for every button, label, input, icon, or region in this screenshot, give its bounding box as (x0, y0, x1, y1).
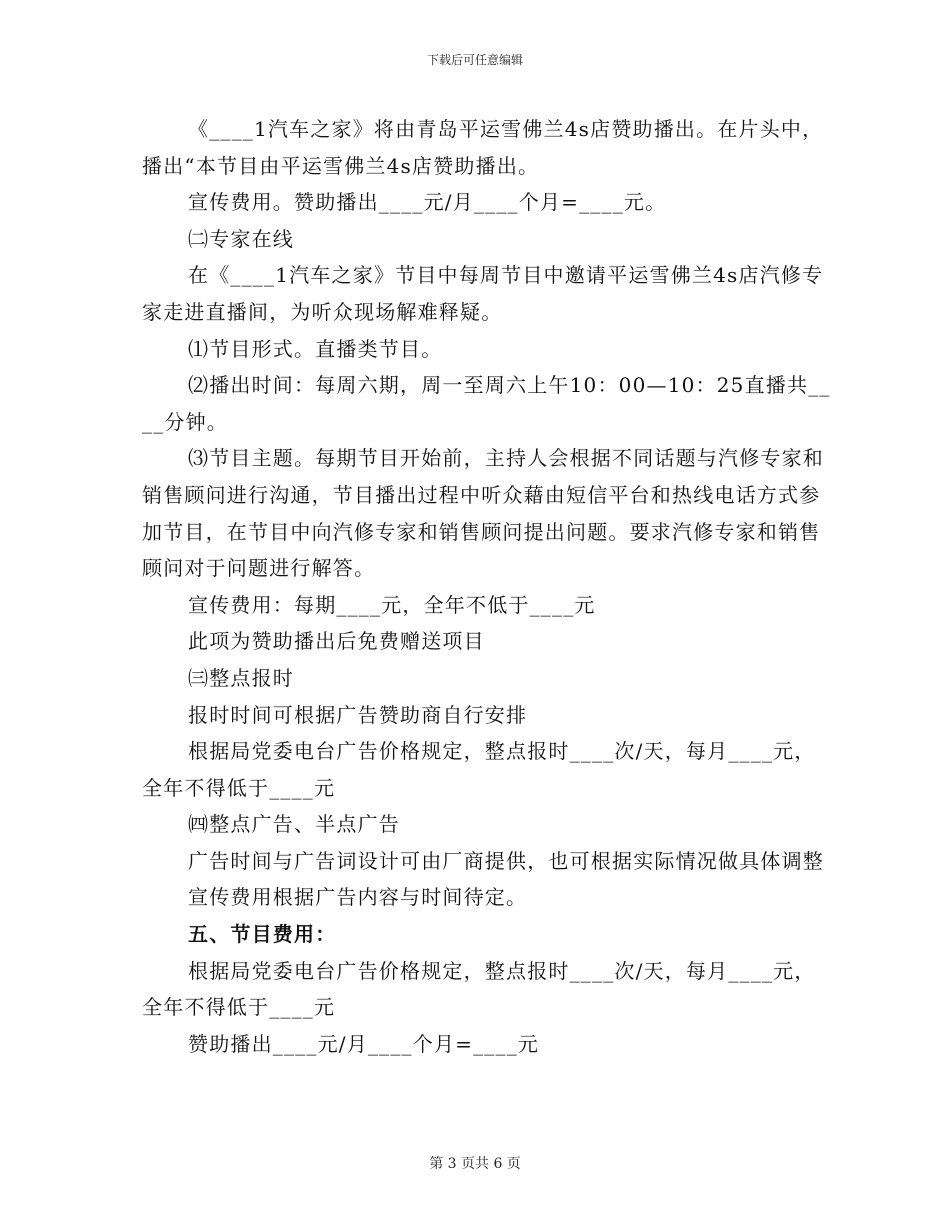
section-heading: ㈣整点广告、半点广告 (188, 812, 400, 837)
paragraph: 根据局党委电台广告价格规定，整点报时____次/天，每月____元，全年不得低于____元 (142, 958, 816, 1020)
page-header: 下载后可任意编辑 (426, 53, 523, 67)
page-footer: 第 3 页共 6 页 (429, 1156, 521, 1172)
paragraph: 根据局党委电台广告价格规定，整点报时____次/天，每月____元，全年不得低于____元 (142, 739, 816, 800)
paragraph: 宣传费用：每期____元，全年不低于____元 (188, 592, 596, 617)
paragraph: 宣传费用。赞助播出____元/月____个月=____元。 (188, 190, 667, 215)
paragraph: 广告时间与广告词设计可由厂商提供，也可根据实际情况做具体调整 (188, 848, 824, 873)
paragraph: ⑶节目主题。每期节目开始前，主持人会根据不同话题与汽修专家和销售顾问进行沟通，节目播出过程中听众藉由短信平台和热线电话方式参加节目，在节目中向汽修专家和销售顾问提出问题。要求汽修专家和销售顾问对于问题进行解答。 (142, 446, 824, 581)
document-body (142, 111, 832, 1062)
paragraph: ⑴节目形式。直播类节目。 (188, 336, 443, 361)
paragraph: 《____1汽车之家》将由青岛平运雪佛兰4s店赞助播出。在片头中，播出“本节目由平运雪佛兰4s店赞助播出。 (142, 117, 824, 178)
paragraph: 赞助播出____元/月____个月=____元 (188, 1031, 540, 1056)
section-heading: ㈢整点报时 (188, 665, 294, 690)
paragraph: ⑵播出时间：每周六期，周一至周六上午10：00—10：25直播共____分钟。 (142, 373, 831, 434)
paragraph: 在《____1汽车之家》节目中每周节目中邀请平运雪佛兰4s店汽修专家走进直播间，为听众现场解难释疑。 (142, 263, 824, 324)
chapter-heading: 五、节目费用： (188, 922, 337, 947)
paragraph: 报时时间可根据广告赞助商自行安排 (188, 702, 528, 727)
paragraph: 宣传费用根据广告内容与时间待定。 (188, 885, 528, 910)
section-heading: ㈡专家在线 (188, 226, 294, 251)
paragraph: 此项为赞助播出后免费赠送项目 (188, 629, 485, 654)
